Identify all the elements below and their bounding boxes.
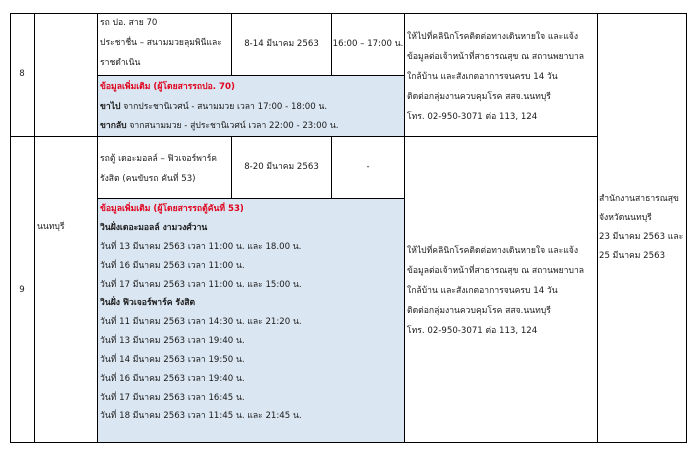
divider-h-row-8-9 bbox=[97, 136, 598, 137]
divider-v-province bbox=[97, 13, 98, 443]
row9-route-line-1: รถตู้ เดอะมอลล์ – ฟิวเจอร์พาร์ค bbox=[100, 154, 218, 164]
row8-advice-line-5: โทร. 02-950-3071 ต่อ 113, 124 bbox=[407, 112, 538, 122]
divider-h-row8-sub bbox=[97, 75, 405, 76]
source-line-2: จังหวัดนนทบุรี bbox=[599, 213, 652, 223]
row9-group-2-line-1: วันที่ 11 มีนาคม 2563 เวลา 14:30 น. และ 21:20 น. bbox=[100, 317, 302, 327]
row8-extra-line-2-label: ขากลับ bbox=[100, 121, 127, 131]
row8-extra-line-2-text: จากสนามมวย - สู่ประชานิเวศน์ เวลา 22:00 - 23:00 น. bbox=[126, 121, 339, 131]
divider-v-number bbox=[34, 13, 35, 443]
row9-group-2-line-6: วันที่ 18 มีนาคม 2563 เวลา 11:45 น. และ 21:45 น. bbox=[100, 411, 302, 421]
row9-advice-line-4: ติดต่อกลุ่มงานควบคุมโรค สสจ.นนทบุรี bbox=[407, 306, 551, 316]
divider-v-source bbox=[597, 13, 598, 443]
row8-extra-line-1 bbox=[100, 97, 327, 117]
source-line-3: 23 มีนาคม 2563 และ bbox=[599, 232, 684, 242]
table-border-right bbox=[686, 13, 687, 443]
row9-time: - bbox=[366, 162, 370, 172]
row9-group-2-line-3: วันที่ 14 มีนาคม 2563 เวลา 19:50 น. bbox=[100, 355, 245, 365]
row8-advice-line-3: ใกล้บ้าน และสังเกตอาการจนครบ 14 วัน bbox=[407, 72, 558, 82]
row8-advice-line-2: ข้อมูลต่อเจ้าหน้าที่สาธารณสุข ณ สถานพยาบาล bbox=[407, 52, 585, 62]
divider-v-advice bbox=[404, 13, 405, 443]
row9-group-1-heading: วินฝั่งเดอะมอลล์ งามวงศ์วาน bbox=[100, 223, 208, 233]
row9-date: 8-20 มีนาคม 2563 bbox=[244, 162, 319, 172]
row9-group-1-line-1: วันที่ 13 มีนาคม 2563 เวลา 11:00 น. และ 18.00 น. bbox=[100, 242, 302, 252]
province-name: นนทบุรี bbox=[37, 222, 65, 232]
row8-route-line-2: ประชาชื่น – สนามมวยลุมพินีและ bbox=[100, 38, 222, 48]
row8-extra-line-2 bbox=[100, 116, 338, 136]
row9-group-2-line-4: วันที่ 16 มีนาคม 2563 เวลา 19:40 น. bbox=[100, 374, 245, 384]
row8-extra-title: ข้อมูลเพิ่มเติม (ผู้โดยสารรถปอ. 70) bbox=[100, 82, 235, 92]
row9-group-2-line-2: วันที่ 13 มีนาคม 2563 เวลา 19:40 น. bbox=[100, 336, 245, 346]
row9-advice-line-1: ให้ไปที่คลินิกโรคติดต่อทางเดินหายใจ และแจ้ง bbox=[407, 246, 579, 256]
row9-advice-line-5: โทร. 02-950-3071 ต่อ 113, 124 bbox=[407, 326, 538, 336]
row8-extra-line-1-text: จากประชานิเวศน์ - สนามมวย เวลา 17:00 - 18:00 น. bbox=[120, 102, 328, 112]
row8-route-line-3: ราชดำเนิน bbox=[100, 58, 141, 68]
source-line-4: 25 มีนาคม 2563 bbox=[599, 251, 666, 261]
row9-number: 9 bbox=[19, 285, 25, 295]
row9-route-line-2: รังสิต (คนขับรถ คันที่ 53) bbox=[100, 174, 196, 184]
row8-time: 16:00 – 17:00 น. bbox=[332, 39, 404, 49]
row9-group-1-line-2: วันที่ 16 มีนาคม 2563 เวลา 11:00 น. bbox=[100, 261, 245, 271]
row9-advice-line-3: ใกล้บ้าน และสังเกตอาการจนครบ 14 วัน bbox=[407, 286, 558, 296]
row8-advice-line-1: ให้ไปที่คลินิกโรคติดต่อทางเดินหายใจ และแจ้ง bbox=[407, 32, 579, 42]
row9-group-2-heading: วินฝั่ง ฟิวเจอร์พาร์ค รังสิต bbox=[100, 298, 196, 308]
row8-advice-line-4: ติดต่อกลุ่มงานควบคุมโรค สสจ.นนทบุรี bbox=[407, 92, 551, 102]
table-border-bottom bbox=[10, 442, 687, 443]
row8-number: 8 bbox=[19, 69, 25, 79]
row9-advice-line-2: ข้อมูลต่อเจ้าหน้าที่สาธารณสุข ณ สถานพยาบาล bbox=[407, 266, 585, 276]
divider-h-row-8-9-left bbox=[10, 136, 98, 137]
row8-extra-line-1-label: ขาไป bbox=[100, 102, 121, 112]
row8-route-line-1: รถ ปอ. สาย 70 bbox=[100, 18, 158, 28]
row9-group-2-line-5: วันที่ 17 มีนาคม 2563 เวลา 16:45 น. bbox=[100, 393, 245, 403]
source-line-1: สำนักงานสาธารณสุข bbox=[599, 194, 679, 204]
row9-extra-title: ข้อมูลเพิ่มเติม (ผู้โดยสารรถตู้คันที่ 53) bbox=[100, 204, 244, 214]
row9-group-1-line-3: วันที่ 17 มีนาคม 2563 เวลา 11:00 น. และ 15:00 น. bbox=[100, 280, 302, 290]
row8-date: 8-14 มีนาคม 2563 bbox=[244, 39, 319, 49]
